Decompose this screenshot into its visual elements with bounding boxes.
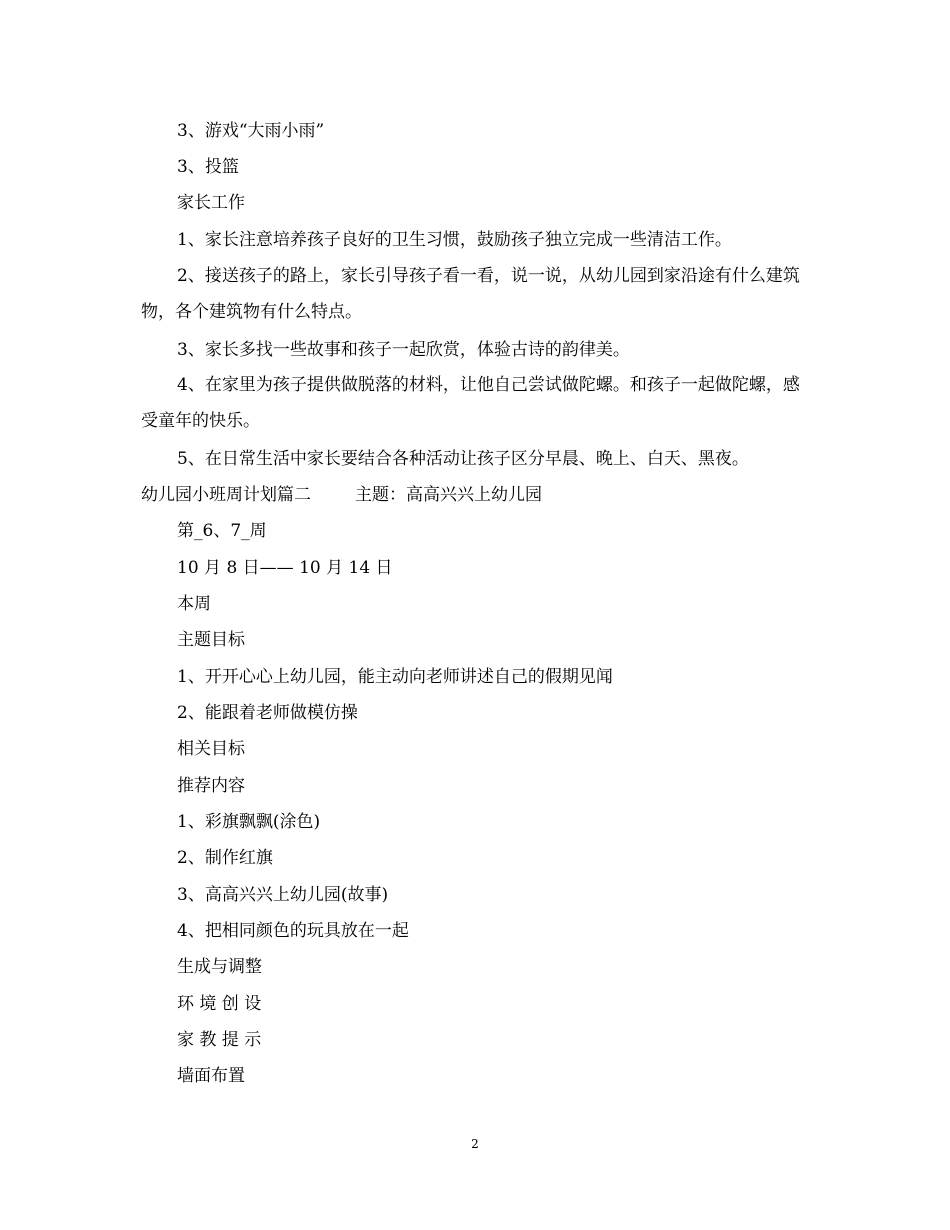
section-heading: 相关目标 [177, 739, 245, 759]
paragraph: 2、接送孩子的路上，家长引导孩子看一看，说一说，从幼儿园到家沿途有什么建筑物，各个建筑物有什么特点。 [141, 266, 800, 322]
text-line: 5、在日常生活中家长要结合各种活动让孩子区分早晨、晚上、白天、黑夜。 [177, 449, 749, 469]
section-heading: 家长工作 [177, 193, 245, 213]
text-line: 1、彩旗飘飘(涂色) [177, 812, 321, 832]
section-heading: 家 教 提 示 [177, 1030, 262, 1050]
text-line: 1、开开心心上幼儿园，能主动向老师讲述自己的假期见闻 [177, 667, 613, 687]
section-heading: 环 境 创 设 [177, 994, 262, 1014]
paragraph: 4、在家里为孩子提供做脱落的材料，让他自己尝试做陀螺。和孩子一起做陀螺，感受童年的快乐。 [141, 375, 800, 431]
text-line: 3、高高兴兴上幼儿园(故事) [177, 885, 389, 905]
text-line: 1、家长注意培养孩子良好的卫生习惯，鼓励孩子独立完成一些清洁工作。 [177, 230, 732, 250]
text-line: 3、游戏“大雨小雨” [177, 121, 325, 141]
section-heading: 墙面布置 [177, 1066, 245, 1086]
section-heading: 主题目标 [177, 630, 245, 650]
page-number: 2 [471, 1137, 479, 1151]
plan-title-line [141, 485, 542, 505]
date-range: 10 月 8 日—— 10 月 14 日 [177, 558, 393, 578]
text-line: 4、把相同颜色的玩具放在一起 [177, 921, 409, 941]
plan-theme: 主题：高高兴兴上幼儿园 [355, 485, 542, 505]
plan-title: 幼儿园小班周计划篇二 [141, 485, 311, 505]
text-line: 3、投篮 [177, 157, 239, 177]
section-heading: 推荐内容 [177, 776, 245, 796]
text-line: 2、制作红旗 [177, 848, 273, 868]
text-line: 3、家长多找一些故事和孩子一起欣赏，体验古诗的韵律美。 [177, 340, 630, 360]
text-line: 2、能跟着老师做模仿操 [177, 703, 358, 723]
week-number: 第_6、7_周 [177, 521, 267, 541]
text-line: 本周 [177, 594, 211, 614]
section-heading: 生成与调整 [177, 957, 262, 977]
